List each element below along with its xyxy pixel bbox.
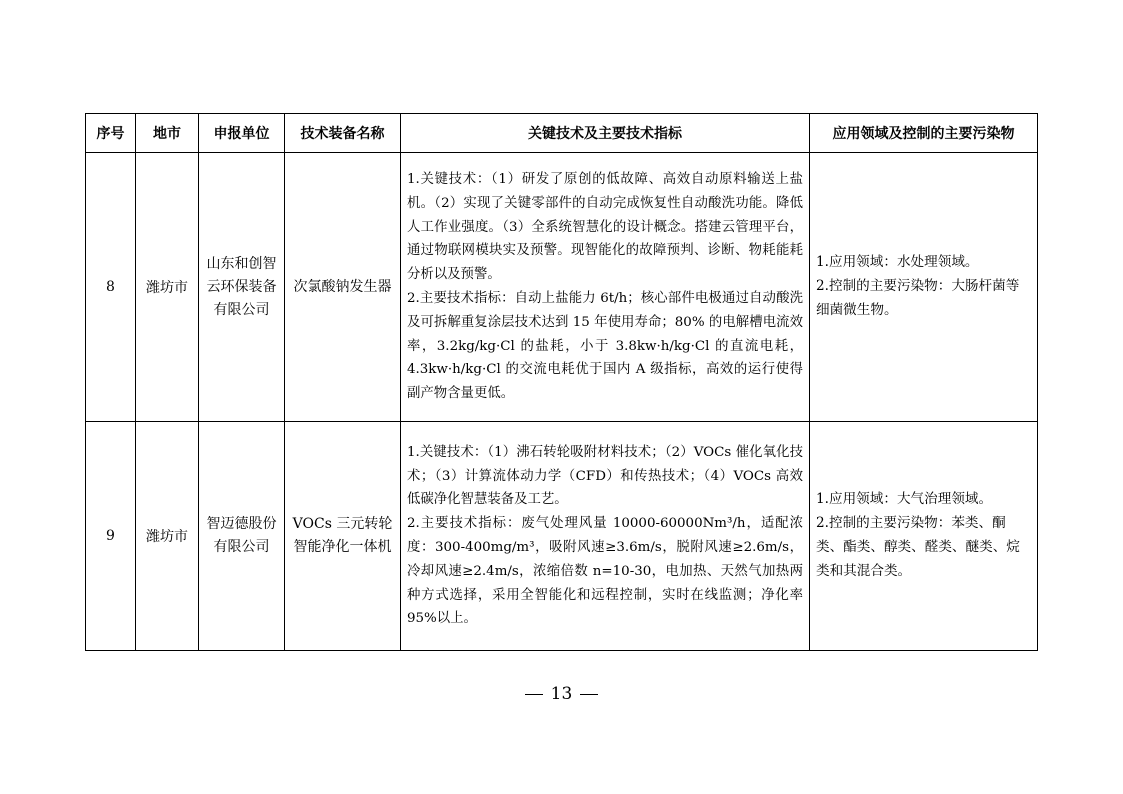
row-application <box>810 422 1038 651</box>
tech-spec-text: 2.主要技术指标：自动上盐能力 6t/h；核心部件电极通过自动酸洗及可拆解重复涂层技术达到 15 年使用寿命；80% 的电解槽电流效率，3.2kg/kg·Cl 的盐耗，小于 3.8kw·h/kg·Cl 的直流电耗，4.3kw·h/kg·Cl 的交流电耗优于国内 A 级指标，高效的运行使得副产物含量更低。 <box>407 291 803 402</box>
row-city: 潍坊市 <box>136 422 199 651</box>
row-city: 潍坊市 <box>136 153 199 422</box>
row-application <box>810 153 1038 422</box>
header-tech: 关键技术及主要技术指标 <box>401 114 810 153</box>
row-tech <box>401 153 810 422</box>
tech-key-text: 1.关键技术：（1）研发了原创的低故障、高效自动原料输送上盐机。（2）实现了关键零部件的自动完成恢复性自动酸洗功能。降低人工作业强度。（3）全系统智慧化的设计概念。搭建云管理平台，通过物联网模块实及预警。现智能化的故障预判、诊断、物耗能耗分析以及预警。 <box>407 172 803 283</box>
page-number: 13 <box>550 684 573 704</box>
header-application: 应用领域及控制的主要污染物 <box>810 114 1038 153</box>
header-equipment: 技术装备名称 <box>285 114 401 153</box>
row-unit: 智迈德股份有限公司 <box>199 422 285 651</box>
row-equipment: 次氯酸钠发生器 <box>285 153 401 422</box>
application-field-text: 1.应用领域：水处理领域。 <box>816 254 979 271</box>
row-unit: 山东和创智云环保装备有限公司 <box>199 153 285 422</box>
header-num: 序号 <box>86 114 136 153</box>
pollutant-text: 2.控制的主要污染物：大肠杆菌等细菌微生物。 <box>816 278 1020 318</box>
row-equipment: VOCs 三元转轮智能净化一体机 <box>285 422 401 651</box>
page-footer <box>0 684 1123 704</box>
right-dash <box>580 694 598 695</box>
header-unit: 申报单位 <box>199 114 285 153</box>
table-header-row <box>86 114 1038 153</box>
row-num: 9 <box>86 422 136 651</box>
tech-key-text: 1.关键技术：（1）沸石转轮吸附材料技术；（2）VOCs 催化氧化技术；（3）计算流体动力学（CFD）和传热技术；（4）VOCs 高效低碳净化智慧装备及工艺。 <box>407 444 803 508</box>
table-row <box>86 153 1038 422</box>
table-row <box>86 422 1038 651</box>
row-tech <box>401 422 810 651</box>
left-dash <box>525 694 543 695</box>
equipment-table <box>85 113 1038 651</box>
pollutant-text: 2.控制的主要污染物：苯类、酮类、酯类、醇类、醛类、醚类、烷类和其混合类。 <box>816 515 1020 579</box>
application-field-text: 1.应用领域：大气治理领域。 <box>816 491 993 508</box>
tech-spec-text: 2.主要技术指标：废气处理风量 10000-60000Nm³/h，适配浓度：300-400mg/m³，吸附风速≥3.6m/s，脱附风速≥2.6m/s，冷却风速≥2.4m/s，浓缩倍数 n=10-30，电加热、天然气加热两种方式选择，采用全智能化和远程控制，实时在线监测；净化率 95%以上。 <box>407 516 803 627</box>
row-num: 8 <box>86 153 136 422</box>
header-city: 地市 <box>136 114 199 153</box>
